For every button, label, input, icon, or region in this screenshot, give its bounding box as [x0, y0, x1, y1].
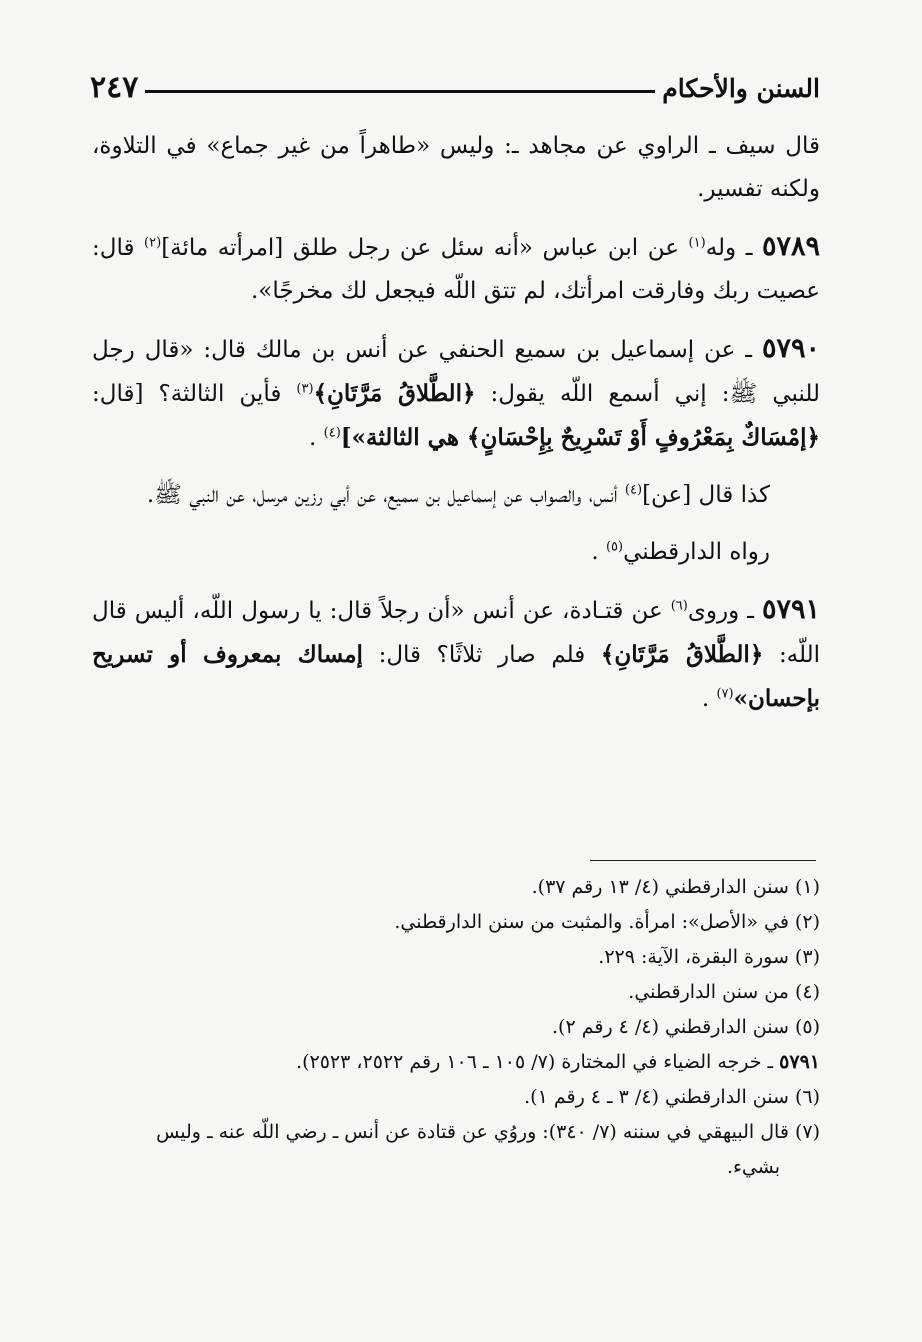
source-text: رواه الدارقطني: [623, 539, 770, 565]
footnote-5: (٥) سنن الدارقطني (٤/ ٤ رقم ٢).: [552, 1016, 820, 1038]
footnote-ref[interactable]: (٤): [323, 425, 341, 441]
footnote-4: (٤) من سنن الدارقطني.: [628, 981, 820, 1003]
footnote-separator: [590, 860, 816, 861]
hadith-text: عن قتـادة، عن أنس «أن رجلاً قال: يا رسول اللّه، أليس قال اللّه:: [92, 598, 821, 668]
page-number: ٢٤٧: [90, 70, 139, 105]
hadith-number: ٥٧٩٠: [761, 333, 820, 364]
quran-verse: ﴿الطَّلاقُ مَرَّتَانِ﴾: [600, 641, 764, 668]
footnote-1: (١) سنن الدارقطني (٤/ ١٣ رقم ٣٧).: [531, 876, 820, 898]
comment-paragraph: [92, 474, 820, 517]
comment-text: كذا قال [عن]: [642, 482, 770, 508]
source-paragraph: [92, 531, 820, 574]
header-rule: [145, 90, 655, 93]
hadith-text: عن ابن عباس «أنه سئل عن رجل طلق [امرأته مائة]: [161, 235, 679, 261]
footnote-ref[interactable]: (١): [688, 235, 706, 251]
footnotes: [92, 870, 820, 1185]
footnote-5791: [92, 1045, 820, 1080]
page-header: [90, 70, 820, 110]
hadith-text: ـ عن إسماعيل بن سميع الحنفي عن أنس بن مالك قال: «قال رجل للنبي ﷺ: إني أسمع اللّه يقول:: [92, 337, 820, 407]
hadith-text: قال: عصيت ربك وفارقت امرأتك، لم تتق اللّه فيجعل لك مخرجًا».: [92, 235, 820, 304]
hadith-text: ـ وله: [705, 235, 753, 261]
source-text: .: [591, 539, 599, 565]
footnote-ref[interactable]: (٦): [670, 598, 688, 614]
hadith-5789: [92, 225, 820, 313]
footnote-ref[interactable]: (٤): [624, 482, 643, 498]
hadith-text: .: [701, 686, 710, 712]
hadith-text: ـ وروى: [687, 598, 754, 624]
footnote-ref[interactable]: (٧): [716, 686, 734, 702]
book-title: السنن والأحكام: [662, 74, 820, 103]
footnote-text-continued: بشيء.: [726, 1156, 780, 1178]
hadith-text: فأين الثالثة؟ [قال:: [92, 381, 282, 407]
footnote-hadith-number: ٥٧٩١: [779, 1051, 820, 1073]
footnote-2: (٢) في «الأصل»: امرأة. والمثبت من سنن الدارقطني.: [394, 911, 820, 933]
hadith-text: .: [309, 425, 317, 451]
quran-verse: ﴿إمْسَاكٌ بِمَعْرُوفٍ أَوْ تَسْرِيحٌ بِإِحْسَانٍ﴾ هي الثالثة»]: [340, 424, 820, 451]
footnote-ref[interactable]: (٢): [144, 235, 162, 251]
main-text: [92, 125, 820, 735]
footnote-text: (٧) قال البيهقي في سننه (٧/ ٣٤٠): وروُي عن قتادة عن أنس ـ رضي اللّه عنه ـ وليس: [156, 1121, 820, 1143]
hadith-number: ٥٧٨٩: [762, 231, 821, 262]
hadith-text-bold: إمساك بمعروف أو تسريح بإحسان»: [92, 641, 820, 712]
hadith-text: فلم صار ثلاثًا؟ قال:: [378, 642, 586, 668]
footnote-7: [92, 1115, 820, 1185]
hadith-5790: [92, 327, 820, 460]
hadith-5791: [92, 588, 820, 721]
paragraph-text: قال سيف ـ الراوي عن مجاهد ـ: وليس «طاهراً من غير جماع» في التلاوة، ولكنه تفسير.: [92, 133, 820, 202]
footnote-ref[interactable]: (٣): [296, 381, 314, 397]
paragraph-intro: [92, 125, 820, 211]
quran-verse: ﴿الطَّلاقُ مَرَّتَانِ﴾: [313, 380, 476, 407]
footnote-3: (٣) سورة البقرة، الآية: ٢٢٩.: [598, 946, 820, 968]
footnote-6: (٦) سنن الدارقطني (٤/ ٣ ـ ٤ رقم ١).: [524, 1086, 820, 1108]
footnote-text: ـ خرجه الضياء في المختارة (٧/ ١٠٥ ـ ١٠٦ رقم ٢٥٢٢، ٢٥٢٣).: [296, 1051, 774, 1073]
footnote-ref[interactable]: (٥): [605, 539, 624, 555]
hadith-number: ٥٧٩١: [761, 594, 820, 625]
comment-text: أنس، والصواب عن إسماعيل بن سميع، عن أبي رزين مرسل، عن النبي ﷺ.: [146, 482, 618, 508]
